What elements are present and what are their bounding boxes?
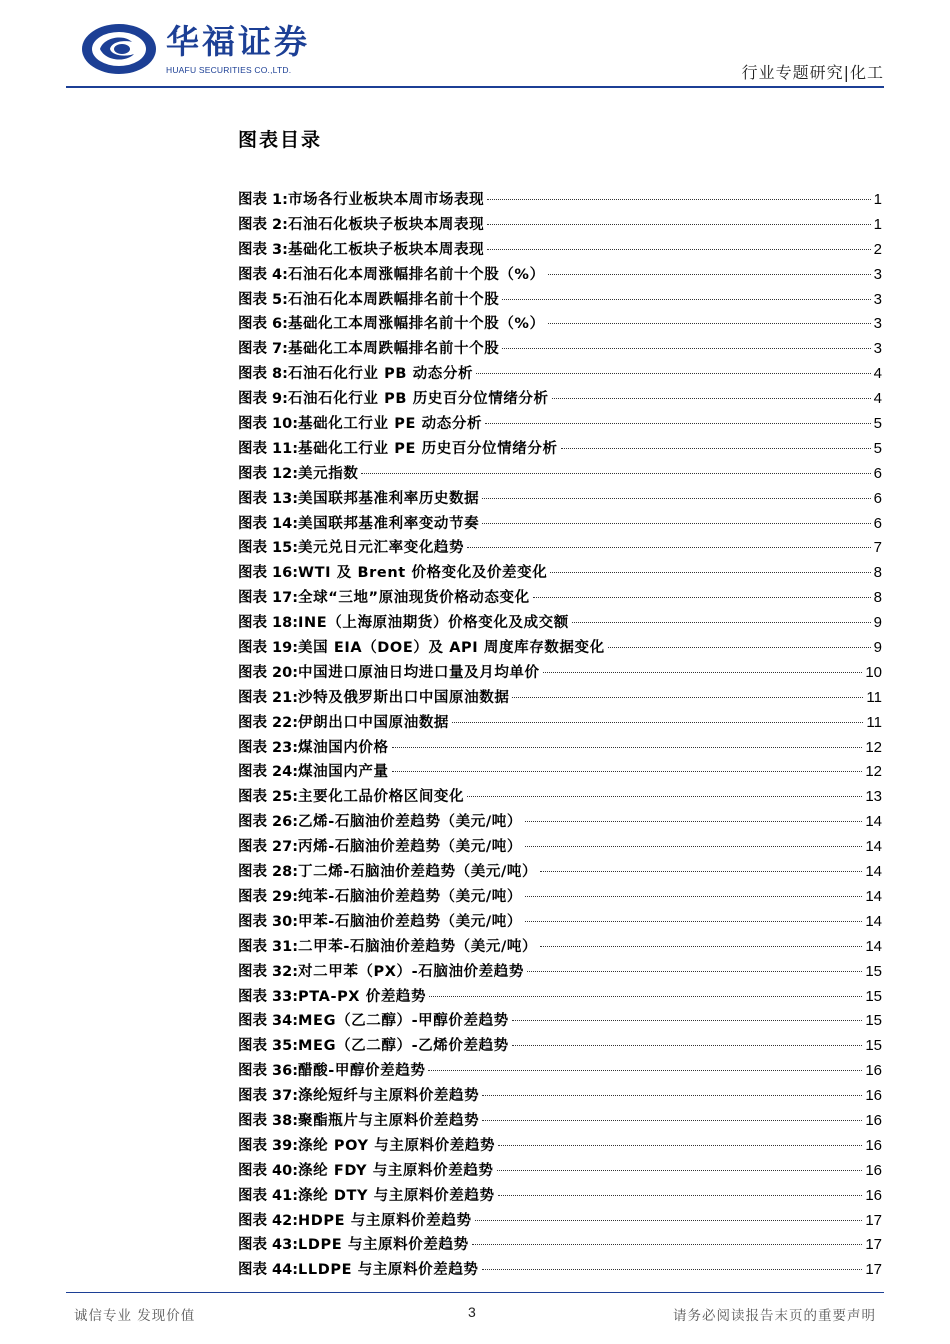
toc-dot-leader — [525, 821, 862, 822]
toc-entry-label: 图表 14: — [238, 515, 299, 532]
toc-entry-label: 图表 24: — [238, 764, 299, 781]
toc-dot-leader — [540, 946, 862, 947]
toc-entry-page: 3 — [873, 315, 882, 333]
toc-entry-label: 图表 34: — [238, 1013, 299, 1030]
toc-dot-leader — [467, 796, 862, 797]
toc-entry[interactable] — [238, 362, 882, 387]
toc-entry-label: 图表 11: — [238, 440, 299, 457]
toc-entry-page: 3 — [873, 265, 882, 283]
toc-entry-page: 14 — [865, 887, 882, 905]
toc-entry[interactable] — [238, 1209, 882, 1234]
toc-entry-title: 美国联邦基准利率历史数据 — [298, 490, 480, 507]
toc-entry-title: 全球“三地”原油现货价格动态变化 — [298, 590, 530, 607]
toc-entry[interactable] — [238, 1184, 882, 1209]
company-logo — [80, 22, 320, 76]
toc-entry-label: 图表 32: — [238, 963, 299, 980]
toc-entry-title: 基础化工行业 PE 动态分析 — [298, 416, 483, 433]
toc-entry-title: 煤油国内价格 — [298, 739, 389, 756]
toc-entry-label: 图表 27: — [238, 839, 299, 856]
toc-entry[interactable] — [238, 1084, 882, 1109]
toc-dot-leader — [512, 697, 863, 698]
toc-entry-title: 伊朗出口中国原油数据 — [298, 714, 450, 731]
toc-dot-leader — [452, 722, 863, 723]
page-number: 3 — [468, 1304, 476, 1320]
toc-entry-label: 图表 18: — [238, 615, 299, 632]
toc-entry-page: 16 — [865, 1161, 882, 1179]
toc-entry[interactable] — [238, 835, 882, 860]
toc-dot-leader — [572, 622, 871, 623]
toc-entry-label: 图表 8: — [238, 366, 288, 383]
toc-entry-title: 沙特及俄罗斯出口中国原油数据 — [298, 689, 510, 706]
toc-dot-leader — [482, 1269, 863, 1270]
toc-entry[interactable] — [238, 1034, 882, 1059]
toc-entry-label: 图表 21: — [238, 689, 299, 706]
toc-entry[interactable] — [238, 810, 882, 835]
toc-dot-leader — [608, 647, 871, 648]
toc-dot-leader — [429, 996, 862, 997]
toc-entry-page: 15 — [865, 987, 882, 1005]
toc-dot-leader — [525, 896, 862, 897]
toc-entry[interactable] — [238, 985, 882, 1010]
toc-entry[interactable] — [238, 238, 882, 263]
toc-entry[interactable] — [238, 412, 882, 437]
toc-entry-title: 石油石化本周涨幅排名前十个股（%） — [287, 266, 545, 283]
toc-entry-label: 图表 16: — [238, 565, 299, 582]
toc-entry[interactable] — [238, 288, 882, 313]
toc-entry-label: 图表 2: — [238, 216, 288, 233]
toc-dot-leader — [472, 1244, 863, 1245]
toc-entry-page: 14 — [865, 863, 882, 881]
footer-slogan: 诚信专业 发现价值 — [74, 1308, 196, 1324]
toc-entry-title: 美元兑日元汇率变化趋势 — [298, 540, 465, 557]
footer-divider — [66, 1292, 884, 1293]
toc-entry-title: 中国进口原油日均进口量及月均单价 — [298, 664, 540, 681]
toc-entry-title: LDPE 与主原料价差趋势 — [298, 1237, 469, 1254]
toc-entry-page: 10 — [865, 663, 882, 681]
toc-dot-leader — [502, 299, 870, 300]
toc-entry[interactable] — [238, 960, 882, 985]
toc-entry-page: 6 — [873, 489, 882, 507]
toc-entry-label: 图表 37: — [238, 1088, 299, 1105]
toc-dot-leader — [527, 971, 862, 972]
toc-entry[interactable] — [238, 1134, 882, 1159]
toc-entry-title: 美国 EIA（DOE）及 API 周度库存数据变化 — [298, 640, 605, 657]
toc-entry-title: 美国联邦基准利率变动节奏 — [298, 515, 480, 532]
toc-entry-page: 8 — [873, 589, 882, 607]
toc-entry-title: 涤纶 FDY 与主原料价差趋势 — [298, 1162, 494, 1179]
toc-dot-leader — [361, 473, 870, 474]
toc-entry-label: 图表 39: — [238, 1137, 299, 1154]
company-name-en: HUAFU SECURITIES CO.,LTD. — [166, 65, 292, 75]
toc-entry-title: 丁二烯-石脑油价差趋势（美元/吨） — [298, 864, 538, 881]
toc-entry[interactable] — [238, 437, 882, 462]
toc-entry-page: 15 — [865, 1037, 882, 1055]
toc-dot-leader — [540, 871, 862, 872]
toc-dot-leader — [482, 1095, 862, 1096]
toc-entry[interactable] — [238, 611, 882, 636]
toc-dot-leader — [498, 1145, 862, 1146]
toc-dot-leader — [561, 448, 871, 449]
toc-entry[interactable] — [238, 188, 882, 213]
toc-dot-leader — [467, 547, 871, 548]
toc-entry[interactable] — [238, 387, 882, 412]
toc-entry[interactable] — [238, 760, 882, 785]
toc-entry[interactable] — [238, 536, 882, 561]
toc-dot-leader — [392, 771, 863, 772]
toc-entry-label: 图表 41: — [238, 1187, 299, 1204]
toc-entry-page: 17 — [865, 1261, 882, 1279]
toc-entry-title: WTI 及 Brent 价格变化及价差变化 — [298, 565, 548, 582]
toc-entry[interactable] — [238, 885, 882, 910]
toc-entry-page: 2 — [873, 240, 882, 258]
toc-dot-leader — [482, 1120, 862, 1121]
toc-entry-label: 图表 23: — [238, 739, 299, 756]
toc-entry-label: 图表 15: — [238, 540, 299, 557]
toc-entry-page: 8 — [873, 564, 882, 582]
toc-entry-label: 图表 43: — [238, 1237, 299, 1254]
toc-entry[interactable] — [238, 711, 882, 736]
toc-entry-label: 图表 35: — [238, 1038, 299, 1055]
toc-dot-leader — [525, 846, 862, 847]
toc-entry-page: 12 — [865, 763, 882, 781]
toc-dot-leader — [512, 1045, 863, 1046]
toc-entry-title: 石油石化板块子板块本周表现 — [287, 216, 485, 233]
toc-entry-title: 煤油国内产量 — [298, 764, 389, 781]
footer-disclaimer: 请务必阅读报告末页的重要声明 — [673, 1308, 876, 1324]
toc-entry-title: 市场各行业板块本周市场表现 — [287, 192, 485, 208]
toc-entry-page: 11 — [866, 688, 882, 706]
toc-entry-page: 16 — [865, 1136, 882, 1154]
toc-entry[interactable] — [238, 263, 882, 288]
toc-entry[interactable] — [238, 213, 882, 238]
toc-entry-title: 二甲苯-石脑油价差趋势（美元/吨） — [298, 938, 538, 955]
toc-entry[interactable] — [238, 462, 882, 487]
toc-entry[interactable] — [238, 337, 882, 362]
toc-entry-label: 图表 40: — [238, 1162, 299, 1179]
toc-dot-leader — [487, 249, 870, 250]
toc-entry-page: 14 — [865, 838, 882, 856]
toc-dot-leader — [392, 747, 863, 748]
header-divider — [66, 86, 884, 88]
toc-entry-title: 丙烯-石脑油价差趋势（美元/吨） — [298, 839, 522, 856]
toc-entry-page: 7 — [873, 539, 882, 557]
toc-entry-label: 图表 22: — [238, 714, 299, 731]
toc-entry-title: 纯苯-石脑油价差趋势（美元/吨） — [298, 888, 522, 905]
toc-dot-leader — [482, 498, 870, 499]
toc-entry-title: PTA-PX 价差趋势 — [298, 988, 427, 1005]
toc-dot-leader — [475, 1220, 863, 1221]
toc-entry-label: 图表 26: — [238, 814, 299, 831]
toc-entry-label: 图表 13: — [238, 490, 299, 507]
toc-entry-title: LLDPE 与主原料价差趋势 — [298, 1262, 479, 1279]
toc-entry[interactable] — [238, 487, 882, 512]
company-name-cn: 华福证券 — [166, 22, 310, 61]
toc-entry-title: 醋酸-甲醇价差趋势 — [298, 1063, 426, 1080]
toc-entry-page: 4 — [873, 365, 882, 383]
toc-entry-label: 图表 7: — [238, 341, 288, 358]
toc-entry-label: 图表 10: — [238, 416, 299, 433]
toc-entry-page: 9 — [873, 614, 882, 632]
toc-dot-leader — [525, 921, 862, 922]
toc-dot-leader — [487, 199, 870, 200]
toc-entry-title: 基础化工板块子板块本周表现 — [287, 241, 485, 258]
toc-entry-label: 图表 33: — [238, 988, 299, 1005]
toc-dot-leader — [550, 572, 870, 573]
toc-dot-leader — [476, 373, 871, 374]
toc-entry-page: 4 — [873, 390, 882, 408]
toc-entry-page: 6 — [873, 464, 882, 482]
toc-dot-leader — [497, 1170, 863, 1171]
table-of-figures — [238, 188, 882, 1283]
toc-entry-page: 16 — [865, 1087, 882, 1105]
toc-dot-leader — [533, 597, 871, 598]
toc-entry[interactable] — [238, 1009, 882, 1034]
toc-entry-label: 图表 3: — [238, 241, 288, 258]
toc-entry-title: 涤纶 POY 与主原料价差趋势 — [298, 1137, 496, 1154]
toc-entry-page: 14 — [865, 813, 882, 831]
toc-entry[interactable] — [238, 586, 882, 611]
toc-entry-page: 3 — [873, 340, 882, 358]
toc-dot-leader — [482, 523, 870, 524]
toc-entry-title: 甲苯-石脑油价差趋势（美元/吨） — [298, 913, 522, 930]
toc-entry-title: 对二甲苯（PX）-石脑油价差趋势 — [298, 963, 524, 980]
toc-entry-page: 14 — [865, 912, 882, 930]
toc-entry-label: 图表 29: — [238, 888, 299, 905]
toc-entry-label: 图表 19: — [238, 640, 299, 657]
toc-entry[interactable] — [238, 1258, 882, 1283]
toc-entry-page: 1 — [873, 215, 882, 233]
toc-dot-leader — [512, 1020, 863, 1021]
toc-entry-title: 涤纶短纤与主原料价差趋势 — [298, 1088, 480, 1105]
toc-dot-leader — [502, 348, 870, 349]
toc-entry-title: 乙烯-石脑油价差趋势（美元/吨） — [298, 814, 522, 831]
toc-entry-page: 16 — [865, 1062, 882, 1080]
toc-dot-leader — [487, 224, 870, 225]
toc-entry-page: 15 — [865, 962, 882, 980]
toc-entry-label: 图表 20: — [238, 664, 299, 681]
toc-entry-title: MEG（乙二醇）-乙烯价差趋势 — [298, 1038, 509, 1055]
toc-entry[interactable] — [238, 1059, 882, 1084]
toc-entry-page: 9 — [873, 639, 882, 657]
toc-entry-page: 16 — [865, 1111, 882, 1129]
toc-entry-label: 图表 31: — [238, 938, 299, 955]
toc-entry[interactable] — [238, 1159, 882, 1184]
toc-entry-label: 图表 5: — [238, 291, 288, 308]
toc-entry-title: 基础化工本周跌幅排名前十个股 — [287, 341, 500, 358]
toc-dot-leader — [485, 423, 871, 424]
toc-entry-page: 12 — [865, 738, 882, 756]
toc-entry-label: 图表 1: — [238, 192, 288, 208]
toc-entry-label: 图表 6: — [238, 316, 288, 333]
toc-entry[interactable] — [238, 512, 882, 537]
toc-entry-label: 图表 30: — [238, 913, 299, 930]
toc-entry-label: 图表 4: — [238, 266, 288, 283]
toc-dot-leader — [498, 1195, 863, 1196]
toc-entry[interactable] — [238, 785, 882, 810]
toc-entry[interactable] — [238, 910, 882, 935]
toc-entry-label: 图表 42: — [238, 1212, 299, 1229]
toc-entry[interactable] — [238, 661, 882, 686]
toc-entry-title: 美元指数 — [298, 465, 359, 482]
toc-entry-page: 16 — [865, 1186, 882, 1204]
toc-entry[interactable] — [238, 736, 882, 761]
toc-entry-page: 6 — [873, 514, 882, 532]
toc-entry[interactable] — [238, 860, 882, 885]
toc-entry-label: 图表 38: — [238, 1112, 299, 1129]
toc-entry-page: 17 — [865, 1211, 882, 1229]
toc-entry[interactable] — [238, 686, 882, 711]
toc-dot-leader — [548, 274, 871, 275]
huafu-logo-icon — [80, 22, 158, 76]
toc-entry-page: 3 — [873, 290, 882, 308]
toc-entry-title: 石油石化行业 PB 动态分析 — [287, 366, 474, 383]
toc-entry-title: 石油石化行业 PB 历史百分位情绪分析 — [287, 391, 549, 408]
toc-dot-leader — [428, 1070, 862, 1071]
toc-dot-leader — [552, 398, 871, 399]
toc-entry[interactable] — [238, 1233, 882, 1258]
toc-entry[interactable] — [238, 312, 882, 337]
toc-entry-label: 图表 17: — [238, 590, 299, 607]
toc-dot-leader — [543, 672, 863, 673]
toc-title: 图表目录 — [238, 129, 323, 151]
toc-entry-label: 图表 25: — [238, 789, 299, 806]
toc-entry-page: 17 — [865, 1236, 882, 1254]
report-category: 行业专题研究|化工 — [741, 63, 884, 82]
toc-entry[interactable] — [238, 561, 882, 586]
toc-entry-title: HDPE 与主原料价差趋势 — [298, 1212, 472, 1229]
toc-entry-page: 5 — [873, 439, 882, 457]
toc-entry-title: 聚酯瓶片与主原料价差趋势 — [298, 1112, 480, 1129]
toc-entry-title: 石油石化本周跌幅排名前十个股 — [287, 291, 500, 308]
toc-entry-page: 1 — [873, 191, 882, 208]
toc-entry-label: 图表 36: — [238, 1063, 299, 1080]
toc-entry-title: 主要化工品价格区间变化 — [298, 789, 465, 806]
toc-entry-label: 图表 9: — [238, 391, 288, 408]
toc-entry-page: 14 — [865, 937, 882, 955]
toc-entry-label: 图表 44: — [238, 1262, 299, 1279]
toc-entry[interactable] — [238, 935, 882, 960]
toc-entry[interactable] — [238, 1109, 882, 1134]
toc-entry-title: 基础化工行业 PE 历史百分位情绪分析 — [298, 440, 558, 457]
toc-entry-page: 13 — [865, 788, 882, 806]
toc-entry[interactable] — [238, 636, 882, 661]
toc-entry-label: 图表 28: — [238, 864, 299, 881]
toc-entry-title: MEG（乙二醇）-甲醇价差趋势 — [298, 1013, 509, 1030]
toc-entry-title: 涤纶 DTY 与主原料价差趋势 — [298, 1187, 495, 1204]
toc-entry-title: 基础化工本周涨幅排名前十个股（%） — [287, 316, 545, 333]
toc-entry-page: 5 — [873, 415, 882, 433]
toc-entry-label: 图表 12: — [238, 465, 299, 482]
toc-entry-page: 11 — [866, 713, 882, 731]
toc-entry-page: 15 — [865, 1012, 882, 1030]
toc-dot-leader — [548, 323, 871, 324]
toc-entry-title: INE（上海原油期货）价格变化及成交额 — [298, 615, 569, 632]
